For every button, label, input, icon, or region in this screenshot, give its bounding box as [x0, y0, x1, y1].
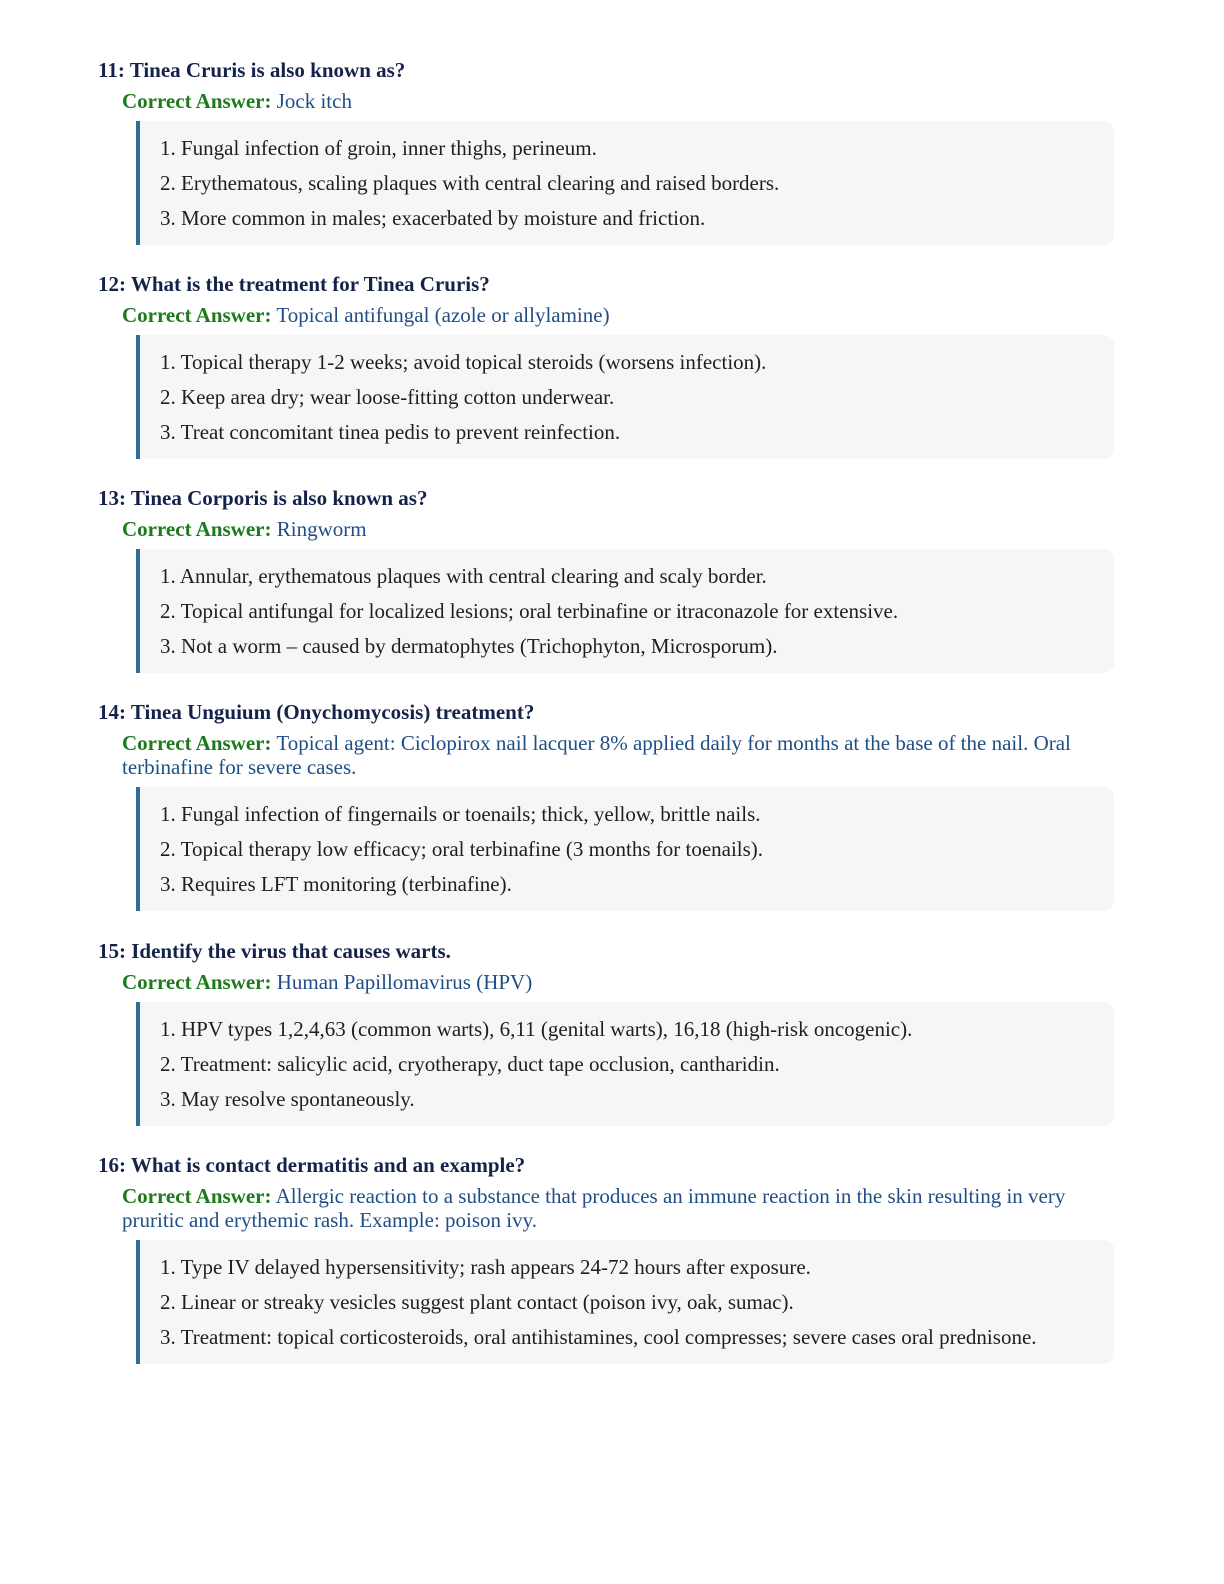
explanation-item: 1. Topical therapy 1-2 weeks; avoid topical steroids (worsens infection).	[160, 350, 767, 374]
question-title: 11: Tinea Cruris is also known as?	[98, 58, 406, 82]
answer-label: Correct Answer:	[122, 303, 272, 327]
explanation-item: 2. Linear or streaky vesicles suggest plant contact (poison ivy, oak, sumac).	[160, 1290, 794, 1314]
explanation-item: 3. More common in males; exacerbated by moisture and friction.	[160, 206, 706, 230]
correct-answer	[122, 89, 1114, 113]
answer-label: Correct Answer:	[122, 89, 272, 113]
explanation-item: 3. Not a worm – caused by dermatophytes (Trichophyton, Microsporum).	[160, 634, 778, 658]
explanation-item: 1. Fungal infection of groin, inner thighs, perineum.	[160, 136, 597, 160]
explanation-item: 3. Treat concomitant tinea pedis to prevent reinfection.	[160, 420, 621, 444]
correct-answer	[122, 1184, 1114, 1232]
explanation-item: 3. Requires LFT monitoring (terbinafine).	[160, 872, 512, 896]
explanation-item: 3. May resolve spontaneously.	[160, 1087, 415, 1111]
question-title: 16: What is contact dermatitis and an example?	[98, 1153, 526, 1177]
explanation-box	[136, 335, 1114, 459]
answer-label: Correct Answer:	[122, 517, 272, 541]
explanation-box	[136, 121, 1114, 245]
question-title: 13: Tinea Corporis is also known as?	[98, 486, 428, 510]
explanation-item: 2. Erythematous, scaling plaques with central clearing and raised borders.	[160, 171, 780, 195]
explanation-box	[136, 787, 1114, 911]
explanation-item: 1. Type IV delayed hypersensitivity; rash appears 24-72 hours after exposure.	[160, 1255, 811, 1279]
question-block	[98, 699, 1114, 911]
answer-text: Human Papillomavirus (HPV)	[276, 970, 533, 994]
explanation-item: 2. Topical antifungal for localized lesions; oral terbinafine or itraconazole for extensive.	[160, 599, 899, 623]
question-block	[98, 271, 1114, 459]
correct-answer	[122, 731, 1114, 779]
answer-text: Jock itch	[276, 89, 352, 113]
explanation-box	[136, 1002, 1114, 1126]
correct-answer	[122, 303, 1114, 327]
explanation-item: 3. Treatment: topical corticosteroids, oral antihistamines, cool compresses; severe cases oral prednisone.	[160, 1325, 1037, 1349]
correct-answer	[122, 517, 1114, 541]
explanation-box	[136, 549, 1114, 673]
correct-answer	[122, 970, 1114, 994]
question-block	[98, 938, 1114, 1126]
question-title: 14: Tinea Unguium (Onychomycosis) treatment?	[98, 700, 535, 724]
question-block	[98, 485, 1114, 673]
answer-text: Topical agent: Ciclopirox nail lacquer 8% applied daily for months at the base of the nail. Oral terbinafine for severe cases.	[122, 731, 1071, 779]
answer-label: Correct Answer:	[122, 1184, 272, 1208]
question-block	[98, 1152, 1114, 1364]
explanation-item: 1. HPV types 1,2,4,63 (common warts), 6,11 (genital warts), 16,18 (high-risk oncogenic).	[160, 1017, 913, 1041]
question-title: 15: Identify the virus that causes warts.	[98, 939, 451, 963]
explanation-item: 2. Keep area dry; wear loose-fitting cotton underwear.	[160, 385, 615, 409]
question-title: 12: What is the treatment for Tinea Cruris?	[98, 272, 490, 296]
answer-label: Correct Answer:	[122, 731, 272, 755]
answer-label: Correct Answer:	[122, 970, 272, 994]
explanation-item: 2. Topical therapy low efficacy; oral terbinafine (3 months for toenails).	[160, 837, 764, 861]
answer-text: Allergic reaction to a substance that produces an immune reaction in the skin resulting in very pruritic and erythemic rash. Example: poison ivy.	[122, 1184, 1066, 1232]
explanation-item: 1. Annular, erythematous plaques with central clearing and scaly border.	[160, 564, 767, 588]
question-block	[98, 57, 1114, 245]
explanation-item: 2. Treatment: salicylic acid, cryotherapy, duct tape occlusion, cantharidin.	[160, 1052, 780, 1076]
explanation-item: 1. Fungal infection of fingernails or toenails; thick, yellow, brittle nails.	[160, 802, 761, 826]
answer-text: Ringworm	[276, 517, 367, 541]
answer-text: Topical antifungal (azole or allylamine)	[276, 303, 610, 327]
explanation-box	[136, 1240, 1114, 1364]
